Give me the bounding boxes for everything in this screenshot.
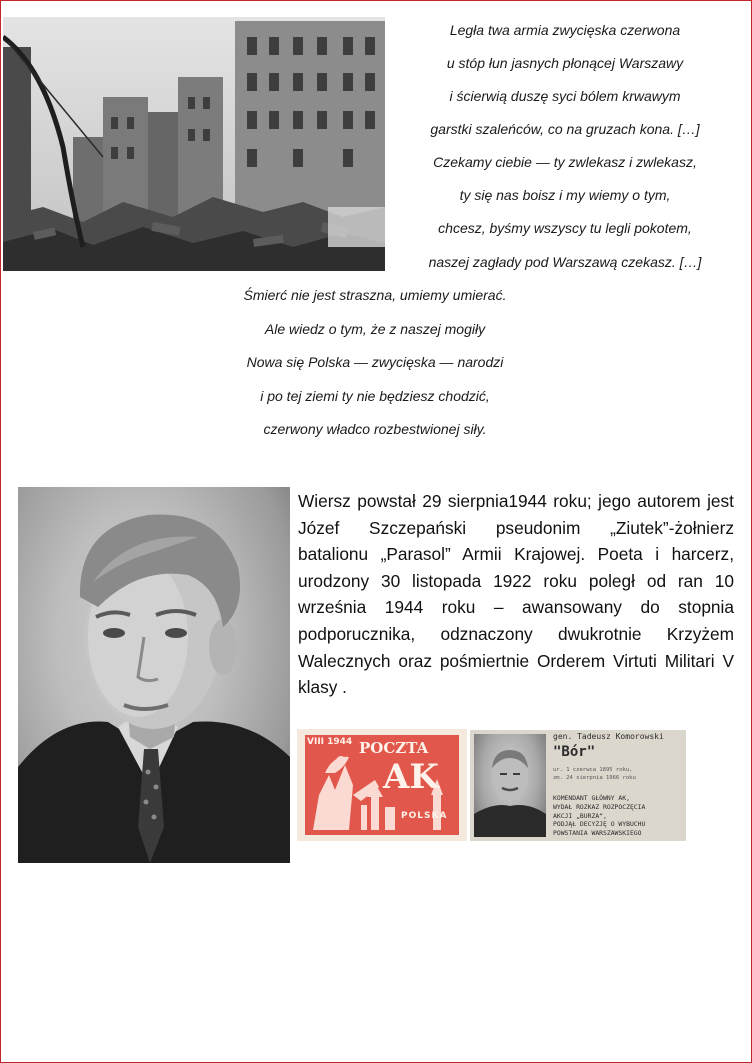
stamp-ak: AK bbox=[383, 757, 439, 797]
card-date-line: zm. 24 sierpnia 1966 roku bbox=[553, 775, 636, 781]
card-alias: "Bór" bbox=[553, 744, 596, 760]
poem-line: Ale wiedz o tym, że z naszej mogiły bbox=[264, 321, 486, 337]
poem-line: Śmierć nie jest straszna, umiemy umierać. bbox=[243, 287, 507, 303]
card-desc-line: KOMENDANT GŁÓWNY AK, bbox=[553, 794, 630, 802]
stamp-polska: POLSKA bbox=[401, 811, 448, 821]
poem-line: ty się nas boisz i my wiemy o tym, bbox=[459, 187, 671, 203]
stamp-artwork bbox=[305, 735, 459, 835]
card-desc-line: WYDAŁ ROZKAZ ROZPOCZĘCIA bbox=[553, 802, 646, 811]
poem-line: Nowa się Polska — zwycięska — narodzi bbox=[246, 354, 504, 370]
card-description bbox=[553, 794, 645, 838]
poem-line: chcesz, byśmy wszyscy tu legli pokotem, bbox=[438, 220, 692, 236]
biography-text: Wiersz powstał 29 sierpnia1944 roku; jego autorem jest Józef Szczepański pseudonim „Ziutek”-żołnierz batalionu „Parasol” Armii Krajowej. Poeta i harcerz, urodzony 30 listopada 1922 roku poległ od ran 10 września 1944 roku – awansowany do stopnia podporucznika, odznaczony dwukrotnie Krzyżem Walecznych oraz pośmiertnie Orderem Virtuti Militari V klasy . bbox=[298, 491, 734, 698]
card-date-line: ur. 1 czerwca 1895 roku, bbox=[553, 767, 633, 773]
poem-line: i po tej ziemi ty nie będziesz chodzić, bbox=[260, 388, 490, 404]
poem-line: u stóp łun jasnych płonącej Warszawy bbox=[446, 55, 684, 71]
poem-line: czerwony władco rozbestwionej siły. bbox=[263, 421, 487, 437]
card-dates bbox=[553, 766, 636, 782]
stamp-year: VIII 1944 bbox=[307, 737, 353, 747]
card-desc-line: PODJĄŁ DECYZJĘ O WYBUCHU bbox=[553, 820, 646, 829]
stamp-poczta: POCZTA bbox=[359, 739, 429, 757]
card-name: gen. Tadeusz Komorowski bbox=[553, 732, 664, 741]
ruins-photo bbox=[3, 17, 385, 271]
poem-line: naszej zagłady pod Warszawą czekasz. […] bbox=[428, 254, 702, 270]
card-desc-line: AKCJI „BURZA”, bbox=[553, 811, 607, 820]
poem-line: Czekamy ciebie — ty zwlekasz i zwlekasz, bbox=[433, 154, 697, 170]
card-photo bbox=[474, 734, 546, 837]
poem-line: i ścierwią duszę syci bólem krwawym bbox=[449, 88, 681, 104]
card-desc-line: POWSTANIA WARSZAWSKIEGO bbox=[553, 829, 642, 838]
ak-stamp bbox=[297, 729, 467, 841]
portrait-photo bbox=[18, 487, 290, 863]
poem-line: garstki szaleńców, co na gruzach kona. […] bbox=[430, 121, 700, 137]
poem-line: Legła twa armia zwycięska czerwona bbox=[449, 22, 681, 38]
komorowski-card bbox=[470, 730, 686, 841]
